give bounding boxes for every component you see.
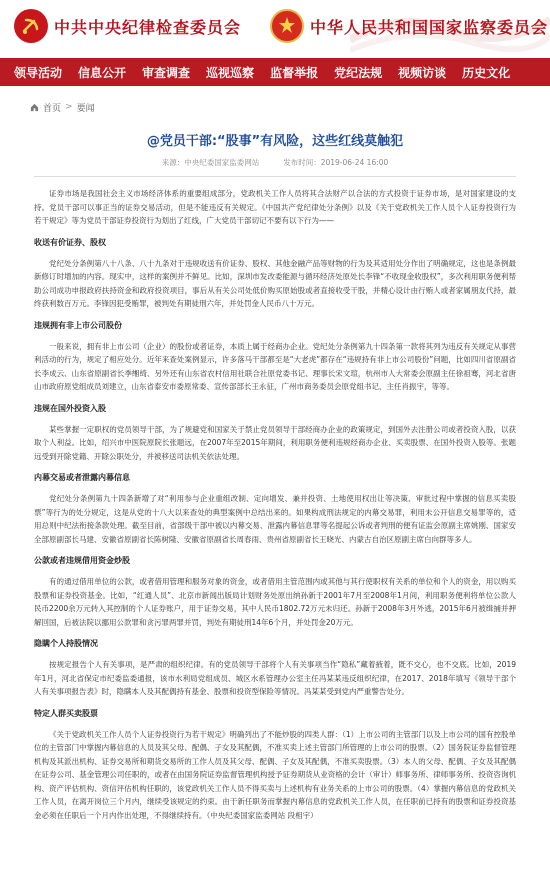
nav-item-history[interactable]: 历史文化 [462,65,511,80]
ccdi-logo[interactable] [14,9,241,43]
article-paragraph: 按规定报告个人有关事项，是严肃的组织纪律。有的党员领导干部将个人有关事项当作“隐私”藏着掖着，既不交心，也不交底。比如，2019年1月，河北省保定市纪委监委通报，该市水利局党组成员、城区水系管理办公室主任冯某某违反组织纪律，在2017、2018年填写《领导干部个人有关事项报告表》时，隐瞒本人及其配偶持有基金、股票和投资型保险等情况。冯某某受到党内严重警告处分。 [34,660,516,696]
nav-item-video[interactable]: 视频访谈 [398,65,447,80]
nav-item-inspection[interactable]: 巡视巡察 [206,65,255,80]
article-date: 发布时间：2019-06-24 16:00 [283,158,389,167]
nav-item-regulations[interactable]: 党纪法规 [334,65,383,80]
article-paragraph: 某些掌握一定职权的党员领导干部，为了规避党和国家关于禁止党员领导干部经商办企业的政策规定，到国外去注册公司或者投资入股，以获取个人利益。比如，绍兴市中医院原院长张题远，在2007年至2015年期间，利用职务便利违规经商办企业、买卖股票、在国外投资入股等。张题远受到开除党籍、开除公职处分，并被移送司法机关依法处理。 [34,424,516,461]
section-heading: 公款或者违规借用资金炒股 [34,556,130,565]
site-header [0,0,550,58]
article-paragraph: 党纪处分条例第八十八条、八十九条对于违规收送有价证券、股权、其他金融产品等财物的行为及其适用处分作出了明确规定，这也是条例最新修订时增加的内容。现实中，这样的案例并不鲜见。比如，深圳市发改委能源与循环经济处原处长李锋“不收现金收股权”，多次利用职务便利帮助公司成功申报政府扶持资金和政府投资项目，事后从有关公司处低价购买原始股或者直接收受干股，并精心设计由行贿人或者家属朋友代持，最终获利数百万元。李锋因犯受贿罪，被判处有期徒刑六年，并处罚金人民币八十万元。 [34,258,516,308]
article-paragraph: 一般来说，拥有非上市公司（企业）的股份或者证券，本质上属于经商办企业。党纪处分条例第九十四条第一款将其列为违反有关规定从事营利活动的行为，规定了相应处分。近年来查处案例显示，许多落马干部都至是“大老虎”都存在“违规持有非上市公司股份”问题，比如四川省原副省长李成云、山东省原副省长季缃绮、另外还有山东省农村信用社联合社原党委书记、理事长宋文瑄，杭州市人大常委会原副主任徐祖骞，河北省唐山市政府原党组成员刘建立，山东省泰安市委原常委、宣传部部长王永征，广州市商务委员会原党组书记、主任肖振宇，等等。 [34,341,516,391]
nsc-title: 中华人民共和国国家监察委员会 [310,17,549,37]
article-paragraph: 《关于党政机关工作人员个人证券投资行为若干规定》明确列出了不能炒股的四类人群：（1）上市公司的主管部门以及上市公司的国有控股单位的主管部门中掌握内幕信息的人员及其父母、配偶、子女及其配偶，不准买卖上述主管部门所管理的上市公司的股票。（2）国务院证券监督管理机构及其派出机构、证券交易所和期货交易所的工作人员及其父母、配偶、子女及其配偶，不准买卖股票。（3）本人的父母、配偶、子女及其配偶在证券公司、基金管理公司任职的，或者在由国务院证券监督管理机构授予证券期货从业资格的会计（审计）师事务所、律师事务所、投资咨询机构、资产评估机构、资信评估机构任职的，该党政机关工作人员不得买卖与上述机构有业务关系的上市公司的股票。（4）掌握内幕信息的党政机关工作人员，在离开岗位三个月内，继续受该规定的约束。由于新任职务而掌握内幕信息的党政机关工作人员，在任职前已持有的股票和证券投资基金必须在任职后一个月内作出处理，不得继续持有。（中央纪委国家监委网站 段相宇） [34,729,516,820]
article-body [34,187,516,822]
home-icon [30,103,39,112]
nav-item-report[interactable]: 监督举报 [270,65,319,80]
breadcrumb-home[interactable]: 首页 [43,103,62,114]
title-divider [34,176,516,177]
section-heading: 隐瞒个人持股情况 [34,639,98,648]
article [0,130,550,822]
party-emblem-icon [14,9,48,43]
section-heading: 内幕交易或者泄露内幕信息 [34,473,130,482]
ccdi-title: 中共中央纪律检查委员会 [54,17,242,37]
nav-item-investigation[interactable]: 审查调查 [142,65,191,80]
article-source: 来源：中央纪委国家监委网站 [161,158,260,167]
section-heading: 特定人群买卖股票 [34,708,98,718]
breadcrumb [0,94,550,120]
article-meta [34,157,516,168]
breadcrumb-current[interactable]: 要闻 [76,103,95,114]
section-heading: 违规拥有非上市公司股份 [34,320,122,330]
main-nav [0,58,550,86]
section-heading: 收送有价证券、股权 [34,237,106,247]
article-paragraph: 证券市场是我国社会主义市场经济体系的重要组成部分，党政机关工作人员将其合法财产以合法的方式投资于证券市场，是对国家建设的支持。党员干部可以事正当的证券交易活动，但是不能违反有关规定。《中国共产党纪律处分条例》以及《关于党政机关工作人员个人证券投资行为若干规定》等为党员干部证券投资行为划出了红线，广大党员干部切记不要有以下行为—— [34,189,516,225]
section-heading: 违规在国外投资入股 [34,403,106,413]
nav-item-leadership[interactable]: 领导活动 [14,65,63,80]
breadcrumb-separator: > [65,102,73,112]
national-emblem-icon [270,9,304,43]
article-paragraph: 有的通过借用单位的公款，或者借用管理和服务对象的资金，或者借用主管范围内或其他与其行使职权有关系的单位和个人的资金，用以购买股票和证券投资基金。比如，“红通人员”、北京市新闻出版局计划财务处原出纳孙新于2001年7月至2008年1月间，利用职务便利将单位公款人民币2200余万元转入其控制的个人证券账户，用于证券交易，其中人民币1802.72万元未归还。孙新于2008年3月外逃，2015年6月被缉捕并押解回国，后被法院以挪用公款罪和贪污罪两罪并罚，判处有期徒刑14年6个月，并处罚金20万元。 [34,577,516,627]
article-title: @党员干部:“股事”有风险，这些红线莫触犯 [146,134,404,149]
nsc-logo[interactable] [270,9,548,43]
article-paragraph: 党纪处分条例第九十四条新增了对“利用参与企业重组改制、定向增发、兼并投资、土地使用权出让等决策、审批过程中掌握的信息买卖股票”等行为的处分规定，这是从党的十八大以来查处的典型案例中总结出来的。如果构成刑法规定的内幕交易罪，利用未公开信息交易罪等的，适用总则中纪法衔接条款处理。截至目前，省部级干部中被以内幕交易、泄露内幕信息罪等名提起公诉或者判刑的便有证监会原副主席姚刚、国家安全部原副部长马建、安徽省原副省长陈树隆、安徽省原副省长周春雨、贵州省原副省长王晓光、内蒙古自治区原副主席白向群等多人。 [34,494,516,544]
nav-item-info[interactable]: 信息公开 [78,65,127,80]
